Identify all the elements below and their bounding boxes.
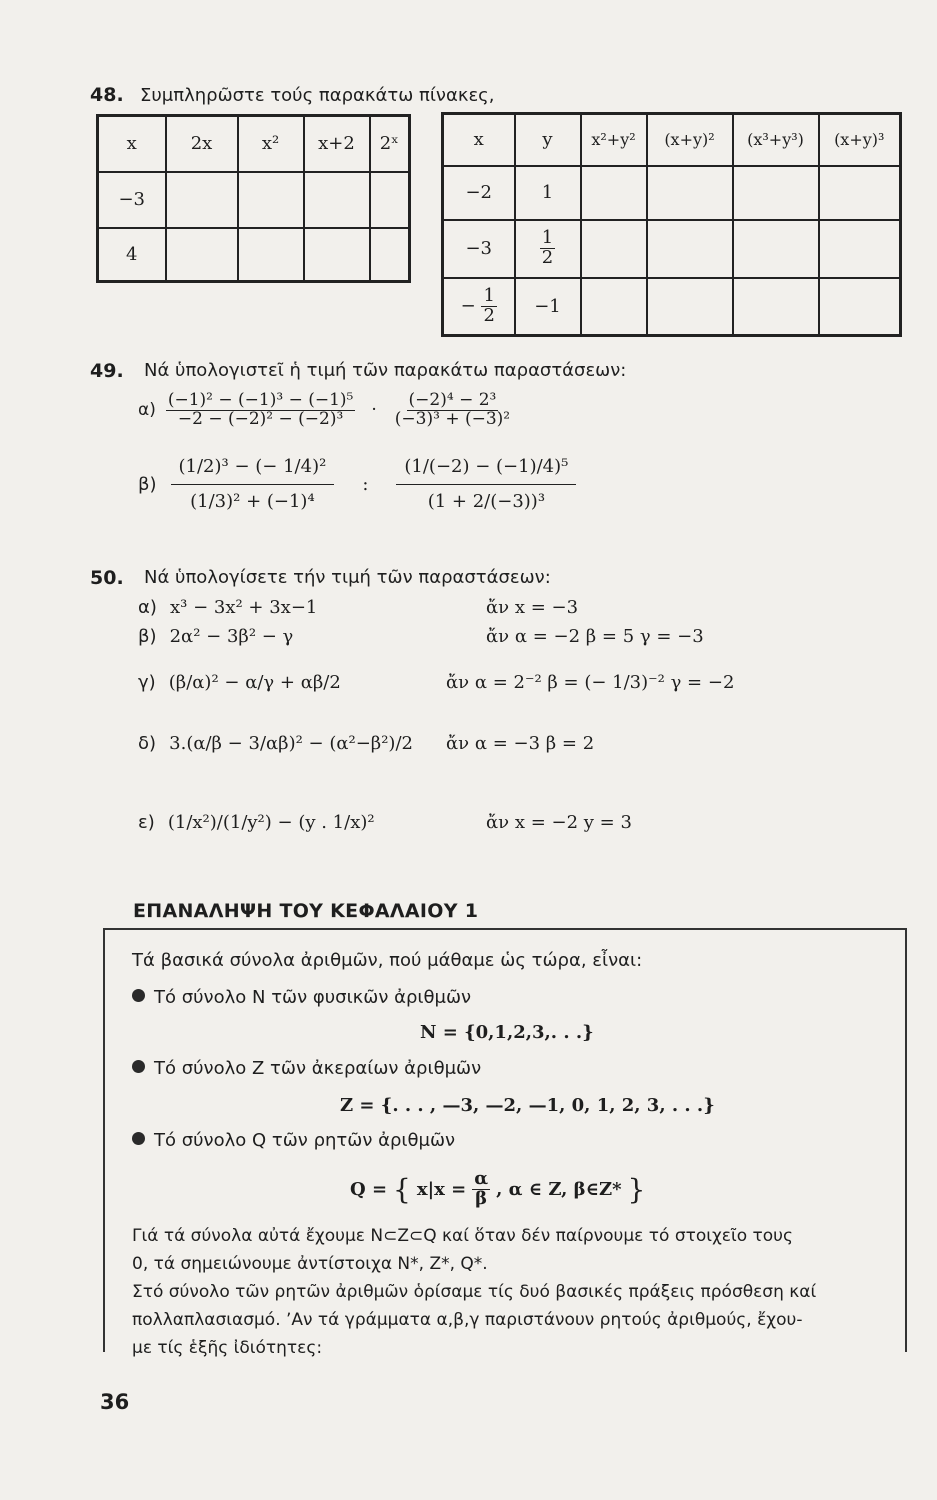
item-expression: x³ − 3x² + 3x−1 <box>169 597 318 618</box>
item-expression: (1/x²)/(1/y²) − (y . 1/x)² <box>167 812 375 833</box>
table-cell[interactable] <box>581 220 647 278</box>
page-number: 36 <box>100 1390 130 1414</box>
table-powers <box>96 114 411 283</box>
summary-intro: Τά βασικά σύνολα ἀριθμῶν, πού μάθαμε ὡς τώρα, εἶναι: <box>132 950 643 971</box>
fraction-numerator: (−2)⁴ − 2³ <box>408 390 497 410</box>
set-q-description <box>132 1130 455 1151</box>
table-header: (x+y)² <box>647 114 733 166</box>
set-n-formula: N = {0,1,2,3,. . .} <box>420 1022 594 1043</box>
exercise-49-number: 49. <box>90 360 124 382</box>
table-cell[interactable] <box>304 172 370 228</box>
fraction-numerator: α <box>474 1168 489 1189</box>
summary-paragraph-line: Γιά τά σύνολα αὐτά ἔχουμε N⊂Z⊂Q καί ὅταν δέν παίρνουμε τό στοιχεῖο τους <box>132 1226 793 1246</box>
table-cell[interactable] <box>304 228 370 282</box>
exercise-50-item-a <box>138 597 317 618</box>
item-label: γ) <box>138 672 156 693</box>
fraction-numerator: (−1)² − (−1)³ − (−1)⁵ <box>167 390 354 410</box>
set-n-description <box>132 987 471 1008</box>
summary-paragraph-line: Στό σύνολο τῶν ρητῶν ἀριθμῶν ὁρίσαμε τίς δυό βασικές πράξεις πρόσθεση καί <box>132 1282 817 1302</box>
summary-paragraph-line: με τίς ἑξῆς ἰδιότητες: <box>132 1338 323 1358</box>
table-cell: −3 <box>443 220 515 278</box>
exercise-48-text: Συμπληρῶστε τούς παρακάτω πίνακες, <box>140 85 495 106</box>
table-header: x²+y² <box>581 114 647 166</box>
operator: · <box>371 400 377 421</box>
expression-49b <box>138 450 576 519</box>
item-label: ε) <box>138 812 155 833</box>
fraction-numerator: (1/2)³ − (− 1/4)² <box>171 450 335 485</box>
fraction-numerator: 1 <box>483 284 495 306</box>
table-cell[interactable] <box>238 228 304 282</box>
fraction-numerator: (1/(−2) − (−1)/4)⁵ <box>396 450 576 485</box>
table-cell[interactable] <box>647 220 733 278</box>
table-sums <box>441 112 902 337</box>
item-label: α) <box>138 597 157 618</box>
set-q-label: Τό σύνολο Q τῶν ρητῶν ἀριθμῶν <box>154 1130 456 1151</box>
table-cell[interactable] <box>647 166 733 220</box>
table-cell[interactable] <box>581 166 647 220</box>
table-header: (x³+y³) <box>733 114 819 166</box>
table-cell <box>443 278 515 336</box>
expression-49a <box>138 392 512 429</box>
fraction-denominator: 2 <box>483 304 495 326</box>
summary-paragraph-line: πολλαπλασιασμό. ʼΑν τά γράμματα α,β,γ παριστάνουν ρητούς ἀριθμούς, ἔχου- <box>132 1310 803 1330</box>
exercise-49-text: Νά ὑπολογιστεῖ ἡ τιμή τῶν παρακάτω παραστάσεων: <box>144 360 627 381</box>
table-header: 2x <box>166 116 238 172</box>
fraction-denominator: β <box>475 1187 488 1209</box>
brace-close: } <box>627 1172 646 1206</box>
table-cell[interactable] <box>733 278 819 336</box>
set-z-description <box>132 1058 481 1079</box>
fraction-denominator: (−3)³ + (−3)² <box>394 408 511 429</box>
brace-open: { <box>393 1172 411 1206</box>
item-label: β) <box>138 626 157 647</box>
bullet-icon <box>132 1060 145 1073</box>
table-cell[interactable] <box>581 278 647 336</box>
item-label: δ) <box>138 733 157 754</box>
set-q-domain: , α ∈ Z, β∈Z* <box>496 1178 622 1200</box>
bullet-icon <box>132 1132 145 1145</box>
item-expression: (β/α)² − α/γ + αβ/2 <box>168 672 341 693</box>
set-n-label: Τό σύνολο N τῶν φυσικῶν ἀριθμῶν <box>154 987 472 1008</box>
exercise-50-item-e <box>138 812 375 833</box>
table-cell <box>515 220 581 278</box>
set-q-lhs: Q = <box>350 1178 388 1200</box>
table-header: x <box>443 114 515 166</box>
fraction-numerator: 1 <box>541 227 554 249</box>
item-expression: 2α² − 3β² − γ <box>169 626 294 647</box>
item-label: β) <box>138 474 157 496</box>
table-header: (x+y)³ <box>819 114 901 166</box>
table-cell: −2 <box>443 166 515 220</box>
table-header: 2ˣ <box>370 116 410 172</box>
table-cell[interactable] <box>733 166 819 220</box>
item-condition: ἄν x = −3 <box>486 597 579 618</box>
table-cell[interactable] <box>819 166 901 220</box>
set-z-formula: Z = {. . . , —3, —2, —1, 0, 1, 2, 3, . . .} <box>340 1095 715 1116</box>
table-header: x² <box>238 116 304 172</box>
operator: : <box>362 474 369 496</box>
table-cell: −3 <box>98 172 166 228</box>
exercise-50-item-d <box>138 733 413 754</box>
fraction-denominator: (1/3)² + (−1)⁴ <box>190 491 315 513</box>
set-q-condition: x|x = <box>416 1178 467 1200</box>
table-cell[interactable] <box>238 172 304 228</box>
table-cell[interactable] <box>819 220 901 278</box>
bullet-icon <box>132 989 145 1002</box>
set-z-label: Τό σύνολο Z τῶν ἀκεραίων ἀριθμῶν <box>154 1058 482 1079</box>
table-cell: 1 <box>515 166 581 220</box>
table-cell[interactable] <box>166 228 238 282</box>
item-condition: ἄν x = −2 y = 3 <box>486 812 632 833</box>
section-heading: ΕΠΑΝΑΛΗΨΗ ΤΟΥ ΚΕΦΑΛΑΙΟΥ 1 <box>133 900 479 922</box>
minus-sign: − <box>460 295 476 317</box>
exercise-50-item-c <box>138 672 341 693</box>
table-cell: 4 <box>98 228 166 282</box>
table-header: y <box>515 114 581 166</box>
table-cell[interactable] <box>647 278 733 336</box>
set-q-formula <box>350 1170 645 1209</box>
item-label: α) <box>138 400 156 421</box>
exercise-50-item-b <box>138 626 293 647</box>
summary-paragraph-line: 0, τά σημειώνουμε ἀντίστοιχα N*, Z*, Q*. <box>132 1254 488 1274</box>
table-cell[interactable] <box>166 172 238 228</box>
table-header: x <box>98 116 166 172</box>
exercise-50-number: 50. <box>90 567 124 589</box>
item-expression: 3.(α/β − 3/αβ)² − (α²−β²)/2 <box>169 733 413 754</box>
table-cell: −1 <box>515 278 581 336</box>
table-cell[interactable] <box>733 220 819 278</box>
item-condition: ἄν α = 2⁻² β = (− 1/3)⁻² γ = −2 <box>446 672 735 693</box>
table-cell[interactable] <box>370 228 410 282</box>
fraction-denominator: −2 − (−2)² − (−2)³ <box>177 408 344 429</box>
table-header: x+2 <box>304 116 370 172</box>
item-condition: ἄν α = −2 β = 5 γ = −3 <box>486 626 704 647</box>
table-cell[interactable] <box>370 172 410 228</box>
item-condition: ἄν α = −3 β = 2 <box>446 733 595 754</box>
exercise-50-text: Νά ὑπολογίσετε τήν τιμή τῶν παραστάσεων: <box>144 567 551 588</box>
table-cell[interactable] <box>819 278 901 336</box>
exercise-48-number: 48. <box>90 84 124 106</box>
fraction-denominator: 2 <box>541 247 554 268</box>
fraction-denominator: (1 + 2/(−3))³ <box>427 491 546 513</box>
